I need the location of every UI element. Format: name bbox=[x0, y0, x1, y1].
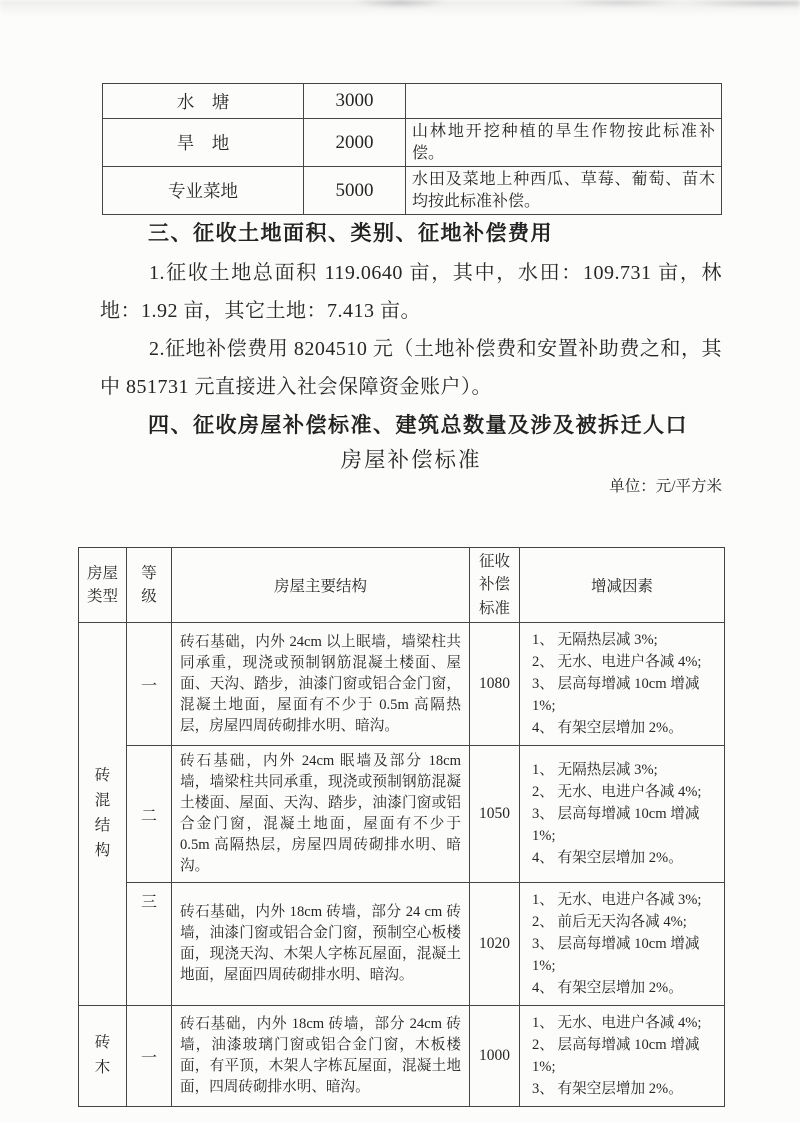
scan-artifact bbox=[0, 0, 800, 16]
factors-cell bbox=[520, 746, 725, 883]
structure-cell: 砖石基础，内外 18cm 砖墙，部分 24cm 砖墙，油漆玻璃门窗或铝合金门窗，木板楼面，有平顶，木架人字栋瓦屋面，混凝土地面，四周砖砌排水明、暗沟。 bbox=[172, 1006, 470, 1107]
table-row bbox=[103, 119, 722, 167]
grade-cell: 三 bbox=[127, 883, 172, 1006]
header-row bbox=[79, 548, 725, 623]
structure-cell: 砖石基础，内外 24cm 以上眠墙，墙梁柱共同承重，现浇或预制钢筋混凝土楼面、屋面、天沟、踏步，油漆门窗或铝合金门窗，混凝土地面，屋面有不少于 0.5m 高隔热层，房屋四周砖砌排水明、暗沟。 bbox=[172, 623, 470, 746]
factor-line: 3、 层高每增减 10cm 增减 1%; bbox=[532, 676, 700, 714]
house-table-title: 房屋补偿标准 bbox=[340, 448, 482, 472]
land-note bbox=[406, 84, 722, 119]
standard-cell: 1020 bbox=[470, 883, 520, 1006]
grade-cell: 一 bbox=[127, 1006, 172, 1107]
land-standard: 2000 bbox=[304, 119, 406, 167]
factor-line: 1、 无隔热层减 3%; bbox=[532, 762, 658, 778]
col-header-factors: 增减因素 bbox=[520, 548, 725, 623]
land-standard: 5000 bbox=[304, 167, 406, 215]
house-compensation-table bbox=[78, 547, 725, 1107]
factor-line: 1、 无隔热层减 3%; bbox=[532, 632, 658, 648]
section-3-paragraph-1: 1.征收土地总面积 119.0640 亩，其中，水田：109.731 亩，林地：1.92 亩，其它土地：7.413 亩。 bbox=[100, 262, 722, 322]
col-header-house-type: 房屋类型 bbox=[79, 548, 127, 623]
factor-line: 4、 有架空层增加 2%。 bbox=[532, 720, 683, 736]
factors-cell bbox=[520, 1006, 725, 1107]
col-header-standard: 征收补偿标准 bbox=[470, 548, 520, 623]
factor-line: 2、 层高每增减 10cm 增减 1%; bbox=[532, 1037, 700, 1075]
factor-line: 1、 无水、电进户各减 4%; bbox=[532, 1015, 702, 1031]
house-type-cell bbox=[79, 623, 127, 1006]
factor-line: 3、 层高每增减 10cm 增减 1%; bbox=[532, 806, 700, 844]
house-type-cell bbox=[79, 1006, 127, 1107]
col-header-structure: 房屋主要结构 bbox=[172, 548, 470, 623]
factor-line: 2、 前后无天沟各减 4%; bbox=[532, 914, 687, 930]
factors-cell bbox=[520, 623, 725, 746]
house-type-label: 砖木 bbox=[94, 1034, 111, 1076]
table-row bbox=[103, 167, 722, 215]
table-row bbox=[79, 746, 725, 883]
table-row bbox=[79, 883, 725, 1006]
table-row bbox=[79, 1006, 725, 1107]
land-standard: 3000 bbox=[304, 84, 406, 119]
col-header-grade: 等级 bbox=[127, 548, 172, 623]
body-text bbox=[100, 214, 722, 497]
structure-cell: 砖石基础，内外 18cm 砖墙，部分 24 cm 砖墙，油漆门窗或铝合金门窗，预制空心板楼面，现浇天沟、木架人字栋瓦屋面，混凝土地面，屋面四周砖砌排水明、暗沟。 bbox=[172, 883, 470, 1006]
section-4-heading: 四、征收房屋补偿标准、建筑总数量及涉及被拆迁人口 bbox=[148, 414, 688, 437]
factor-line: 3、 有架空层增加 2%。 bbox=[532, 1081, 683, 1097]
structure-cell: 砖石基础，内外 24cm 眠墙及部分 18cm 墙，墙梁柱共同承重，现浇或预制钢筋混凝土楼面、屋面、天沟、踏步，油漆门窗或铝合金门窗，混凝土地面，屋面有不少于 0.5m 高隔热层，房屋四周砖砌排水明、暗沟。 bbox=[172, 746, 470, 883]
standard-cell: 1080 bbox=[470, 623, 520, 746]
unit-label: 单位：元/平方米 bbox=[609, 478, 722, 495]
standard-cell: 1050 bbox=[470, 746, 520, 883]
land-category: 水 塘 bbox=[103, 84, 304, 119]
land-compensation-table bbox=[102, 83, 722, 215]
factor-line: 1、 无水、电进户各减 3%; bbox=[532, 892, 702, 908]
table-row bbox=[79, 623, 725, 746]
table-row bbox=[103, 84, 722, 119]
grade-cell: 一 bbox=[127, 623, 172, 746]
house-type-label: 砖混结构 bbox=[94, 767, 111, 859]
factor-line: 2、 无水、电进户各减 4%; bbox=[532, 784, 702, 800]
factor-line: 2、 无水、电进户各减 4%; bbox=[532, 654, 702, 670]
land-note: 水田及菜地上种西瓜、草莓、葡萄、苗木均按此标准补偿。 bbox=[406, 167, 722, 215]
land-category: 专业菜地 bbox=[103, 167, 304, 215]
land-note: 山林地开挖种植的旱生作物按此标准补偿。 bbox=[406, 119, 722, 167]
standard-cell: 1000 bbox=[470, 1006, 520, 1107]
grade-cell: 二 bbox=[127, 746, 172, 883]
factors-cell bbox=[520, 883, 725, 1006]
factor-line: 4、 有架空层增加 2%。 bbox=[532, 850, 683, 866]
factor-line: 3、 层高每增减 10cm 增减 1%; bbox=[532, 936, 700, 974]
section-3-heading: 三、征收土地面积、类别、征地补偿费用 bbox=[148, 222, 553, 245]
land-category: 旱 地 bbox=[103, 119, 304, 167]
factor-line: 4、 有架空层增加 2%。 bbox=[532, 980, 683, 996]
section-3-paragraph-2: 2.征地补偿费用 8204510 元（土地补偿费和安置补助费之和，其中 851731 元直接进入社会保障资金账户）。 bbox=[100, 338, 722, 398]
